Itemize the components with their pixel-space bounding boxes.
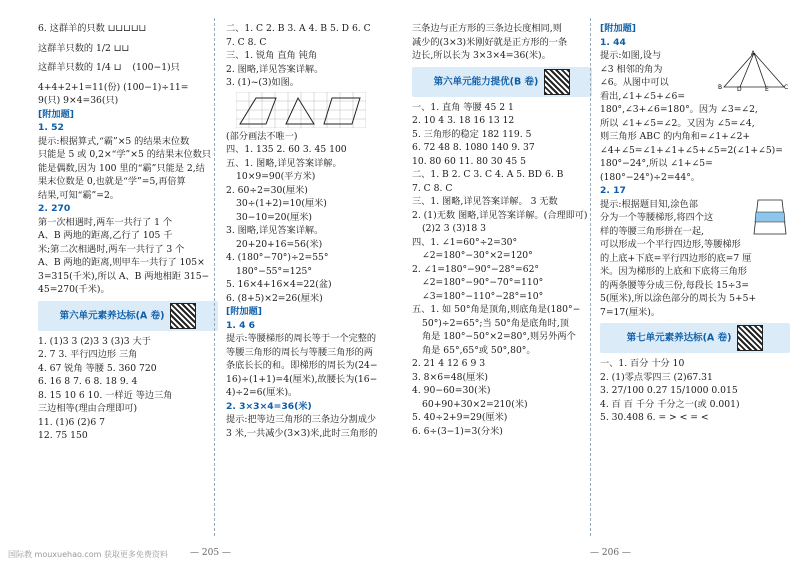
c3-17: 角是 180°−50°×2=80°,则另外两个 [422,331,576,342]
c4-tip1-0: 提示:如图,设与 [600,50,662,61]
c3-12: 2. ∠1=180°−90°−28°=62° [412,263,540,275]
c3-7: 三、1. 图略,详见答案详解。 3 无数 [412,196,558,207]
triangle-label-c: C [784,84,789,91]
tip1-line-2: 能是偶数,因为 100 里的“霸”只能是 2,结 [38,162,205,174]
tip1-line-3: 果末位数是 0,也就是“学”=5,再倍算 [38,176,186,187]
left-col-2 [226,22,396,440]
c2-12: 3. 图略,详见答案详解。 [226,225,324,236]
c4-q1: 1. 44 [600,36,626,48]
c4-tip1-6: 则三角形 ABC 的内角和=∠1+∠2+ [600,131,751,142]
c4-q2: 2. 17 [600,185,626,196]
calc-line-1: 4+4+2+1=11(份) (100−1)÷11= [38,81,189,93]
c2-tip2-0: 提示:把等边三角形的三条边分割成少 [226,414,377,425]
c3-16: 50°)÷2=65°;当 50°角是底角时,顶 [422,317,569,329]
c2-5: (部分画法不唯一) [226,130,298,142]
c3-24: 6. 6÷(3−1)=3(分米) [412,425,503,437]
c2-4: 3. (1)~(3)如图。 [226,77,299,88]
c3-20: 3. 8×6=48(厘米) [412,371,489,383]
sheep-line-1: 6. 这群羊的只数 ⊔⊔⊔⊔⊔ [38,23,147,34]
fujia-heading-3: [附加题] [600,23,636,34]
tip2-line-3: A、B 两地的距离,则甲车一共行了 105× [38,257,205,268]
left-col-1 [38,22,218,443]
c3-19: 2. 21 4 12 6 9 3 [412,358,486,369]
c4-tip1-7: ∠4+∠5=∠1+∠1+∠5+∠5=2(∠1+∠5)= [600,144,783,156]
c4-tip2-4: 的上底+下底=平行四边形的底=7 厘 [600,252,752,264]
page-number-left: — 205 — [190,548,231,558]
triangle-label-d: D [737,86,742,91]
sheep-line-3: 这群羊只数的 1/4 ⊔ (100−1)只 [38,62,180,73]
c2-1: 7. C 8. C [226,36,267,48]
c4-tip1-4: 180°,∠3+∠6=180°。因为 ∠3=∠2, [600,104,758,115]
tip2-line-5: 45=270(千米)。 [38,284,110,295]
tip2-line-0: 第一次相遇时,两车一共行了 1 个 [38,216,173,228]
c2-0: 二、1. C 2. B 3. A 4. B 5. D 6. C [226,23,371,34]
c2-14: 4. (180°−70°)÷2=55° [226,252,329,263]
c3-10: 四、1. ∠1=60°÷2=30° [412,236,518,248]
section-6b: 第六单元能力提优(B 卷) [412,67,592,97]
qr-code-icon [170,303,196,329]
q2-answer: 2. 270 [38,203,71,214]
c3-1: 2. 10 4 3. 18 16 13 12 [412,115,515,126]
c3-23: 5. 40÷2+9=29(厘米) [412,412,508,423]
c4-tip1-9: (180°−24°)÷2=44°。 [600,171,700,183]
c4-tip2-5: 米。因为梯形的上底和下底将三角形 [600,266,747,277]
c2-3: 2. 图略,详见答案详解。 [226,63,324,75]
c4-tip1-1: ∠3 相邻的角为 [600,63,663,75]
c3-2: 5. 三角形的稳定 182 119. 5 [412,128,532,140]
c4-tip2-block [600,198,790,239]
c4-tip1-block [600,49,790,90]
c3-intro-2: 边长,所以长为 3×3×4=36(米)。 [412,50,551,61]
c3-6: 7. C 8. C [412,182,453,194]
tip1-line-4: 结果,可知“霸”=2。 [38,189,119,201]
c3-8: 2. (1)无数 图略,详见答案详解。(合理即可) [412,209,588,221]
c2-tip2-1: 3 米,一共减少(3×3)米,此时三角形的 [226,427,378,439]
c2-13: 20+20+16=56(米) [236,238,323,250]
c3-5: 二、1. B 2. C 3. C 4. A 5. BD 6. B [412,169,564,180]
right-col-2 [600,22,790,425]
c3-14: ∠3=180°−110°−28°=10° [422,290,544,302]
calc-line-2: 9(只) 9×4=36(只) [38,95,119,106]
column-divider [590,18,591,536]
c3-13: ∠2=180°−90°−70°=110° [422,277,544,288]
c2-11: 30−10=20(厘米) [236,211,313,223]
c2-tip-4: 4)÷2=6(厘米)。 [226,387,298,398]
right-page [400,0,800,566]
c4-2: 3. 27/100 0.27 15/1000 0.015 [600,385,738,396]
triangle-label-e: E [765,86,769,91]
tip2-line-2: 米;第二次相遇时,两车一共行了 3 个 [38,243,185,255]
c3-15: 五、1. 如 50°角是顶角,则底角是(180°− [412,304,581,315]
section-6a: 第六单元素养达标(A 卷) [38,301,218,331]
c4-tip2-1: 分为一个等腰梯形,将四个这 [600,212,714,223]
c3-4: 10. 80 60 11. 80 30 45 5 [412,155,526,167]
c2-10: 30÷(1+2)=10(厘米) [236,198,327,209]
c4-1: 2. (1)零点零四三 (2)67.31 [600,371,713,383]
c3-intro-0: 三条边与正方形的三条边长度相同,则 [412,23,562,34]
q1-answer: 1. 52 [38,122,64,133]
sheep-line-2: 这群羊只数的 1/2 ⊔⊔ [38,42,130,54]
c3-22: 60+90+30×2=210(米) [422,398,528,410]
c3-21: 4. 90−60=30(米) [412,385,491,396]
fujia-heading-2: [附加题] [226,306,262,317]
c2-tip-0: 提示:等腰梯形的周长等于一个完整的 [226,333,377,344]
ans-5: 三边相等(理由合理即可) [38,403,138,414]
ans-6: 11. (1)6 (2)6 7 [38,416,105,428]
tip1-line-1: 只能是 5 或 0,2×“学”×5 的结果末位数只 [38,149,212,160]
c4-tip2-3: 可以形成一个平行四边形,等腰梯形 [600,239,741,250]
qr-code-icon [737,325,763,351]
c2-6: 四、1. 135 2. 60 3. 45 100 [226,144,347,155]
c2-17: 6. (8+5)×2=26(厘米) [226,292,323,304]
page-number-right: — 206 — [590,548,631,558]
triangle-label-b: B [718,84,723,91]
c2-16: 5. 16×4+16×4=22(盆) [226,279,332,290]
c2-tip-2: 条底长长的和。即梯形的周长为(24− [226,360,378,371]
tip2-line-4: 3=315(千米),所以 A、B 两地相距 315− [38,270,210,282]
c4-tip1-5: 所以 ∠1+∠5=∠2。又因为 ∠5=∠4, [600,117,755,129]
c4-tip2-8: 7=17(厘米)。 [600,306,660,318]
c4-tip2-7: 5(厘米),所以涂色部分的周长为 5+5+ [600,293,757,304]
c3-3: 6. 72 48 8. 1080 140 9. 37 [412,142,535,153]
c4-0: 一、1. 百分 十分 10 [600,358,685,369]
c3-11: ∠2=180°−30°×2=120° [422,250,533,261]
ans-0: 1. (1)3 3 (2)3 3 (3)3 大于 [38,335,151,347]
tip2-line-1: A、B 两地的距离,乙行了 105 千 [38,230,173,241]
c3-intro-1: 减少的(3×3)米刚好就是正方形的一条 [412,36,568,48]
c4-tip1-3: 看出,∠1+∠5+∠6= [600,90,686,102]
fujia-heading: [附加题] [38,108,74,120]
trapezoid-figure [750,198,790,236]
ans-1: 2. 7 3. 平行四边形 三角 [38,349,138,360]
c3-9: (2)2 3 (3)18 3 [422,223,487,234]
tip1-line-0: 提示:根据算式,“霸”×5 的结果末位数 [38,135,190,147]
c2-9: 2. 60÷2=30(厘米) [226,184,308,196]
c4-tip1-2: ∠6。从图中可以 [600,77,669,88]
c4-tip2-6: 的两条腰等分成三份,每段长 15÷3= [600,279,750,291]
c4-tip1-8: 180°−24°,所以 ∠1+∠5= [600,158,713,169]
right-col-1 [412,22,592,438]
c2-q2: 2. 3×3×4=36(米) [226,400,312,412]
qr-code-icon [544,69,570,95]
c3-18: 角是 65°,65°或 50°,80°。 [422,344,536,356]
c4-tip2-2: 样的等腰三角形拼在一起, [600,225,704,237]
c4-tip2-0: 提示:根据题目知,涂色部 [600,198,698,210]
c2-15: 180°−55°=125° [236,265,312,277]
c2-q: 1. 4 6 [226,319,256,331]
c4-3: 4. 百 百 千分 千分之一(或 0.001) [600,398,740,410]
section-7a: 第七单元素养达标(A 卷) [600,323,790,353]
triangle-figure [718,49,790,91]
c4-4: 5. 30.408 6. = > < = < [600,412,709,423]
ans-7: 12. 75 150 [38,430,88,441]
c2-tip-3: 16)÷(1+1)=4(厘米),故腰长为(16− [226,373,378,385]
ans-2: 4. 67 锐角 等腰 5. 360 720 [38,362,157,374]
c2-7: 五、1. 图略,详见答案详解。 [226,157,342,169]
c2-8: 10×9=90(平方米) [236,171,316,182]
ans-4: 8. 15 10 6 10. 一样近 等边三角 [38,389,173,401]
c2-tip-1: 等腰三角形的周长与等腰三角形的两 [226,346,373,358]
watermark: 国际教 mouxuehao.com 获取更多免费资料 [8,550,168,559]
ans-3: 6. 16 8 7. 6 8. 18 9. 4 [38,376,138,387]
column-divider [214,18,215,536]
c3-0: 一、1. 直角 等腰 45 2 1 [412,101,514,113]
grid-drawing-figure [236,92,366,128]
c2-2: 三、1. 锐角 直角 钝角 [226,50,318,61]
brace-text: (100−1)只 [132,62,180,73]
triangle-label-a: A [751,50,756,57]
